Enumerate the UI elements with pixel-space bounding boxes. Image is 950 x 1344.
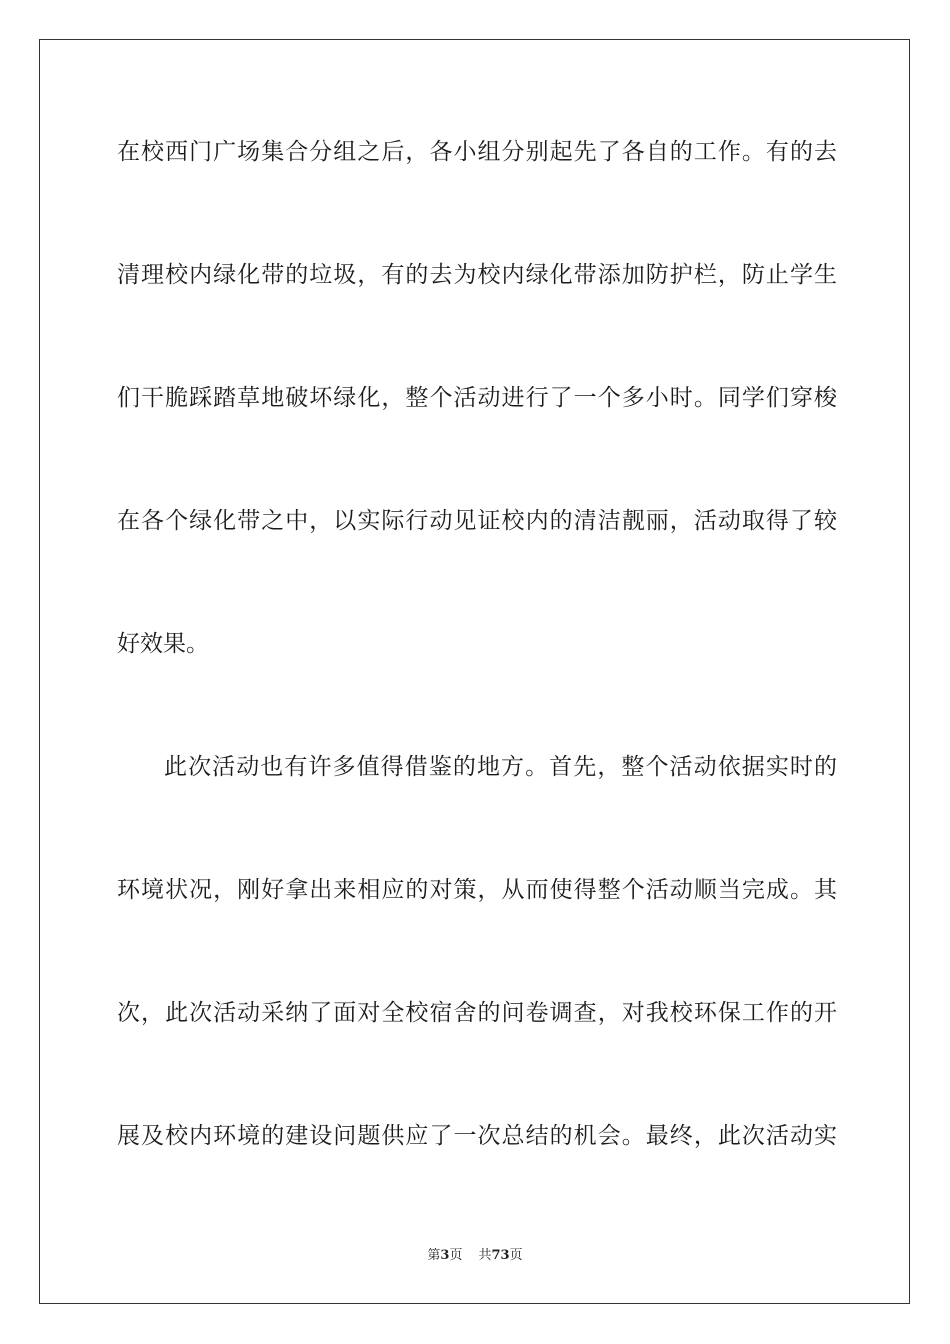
- page-suffix: 页: [449, 1248, 463, 1263]
- page-prefix: 第: [427, 1248, 441, 1263]
- paragraph-line: 在各个绿化带之中，以实际行动见证校内的清洁靓丽，活动取得了较: [117, 508, 837, 534]
- paragraph-line: 次，此次活动采纳了面对全校宿舍的问卷调查，对我校环保工作的开: [117, 1000, 837, 1026]
- paragraph-line: 们干脆踩踏草地破坏绿化，整个活动进行了一个多小时。同学们穿梭: [117, 385, 837, 411]
- paragraph-line: 此次活动也有许多值得借鉴的地方。首先，整个活动依据实时的: [164, 754, 837, 780]
- total-suffix: 页: [509, 1248, 523, 1263]
- paragraph-line: 好效果。: [117, 631, 209, 657]
- total-pages: 73: [491, 1248, 510, 1263]
- paragraph-line: 在校西门广场集合分组之后，各小组分别起先了各自的工作。有的去: [117, 139, 837, 165]
- page-border: [39, 39, 910, 1304]
- page-number: 3: [440, 1248, 450, 1263]
- total-prefix: 共: [478, 1248, 492, 1263]
- paragraph-line: 清理校内绿化带的垃圾，有的去为校内绿化带添加防护栏，防止学生: [117, 262, 837, 288]
- paragraph-line: 环境状况，刚好拿出来相应的对策，从而使得整个活动顺当完成。其: [117, 877, 837, 903]
- paragraph-line: 展及校内环境的建设问题供应了一次总结的机会。最终，此次活动实: [117, 1123, 837, 1149]
- page-footer: [0, 1247, 950, 1265]
